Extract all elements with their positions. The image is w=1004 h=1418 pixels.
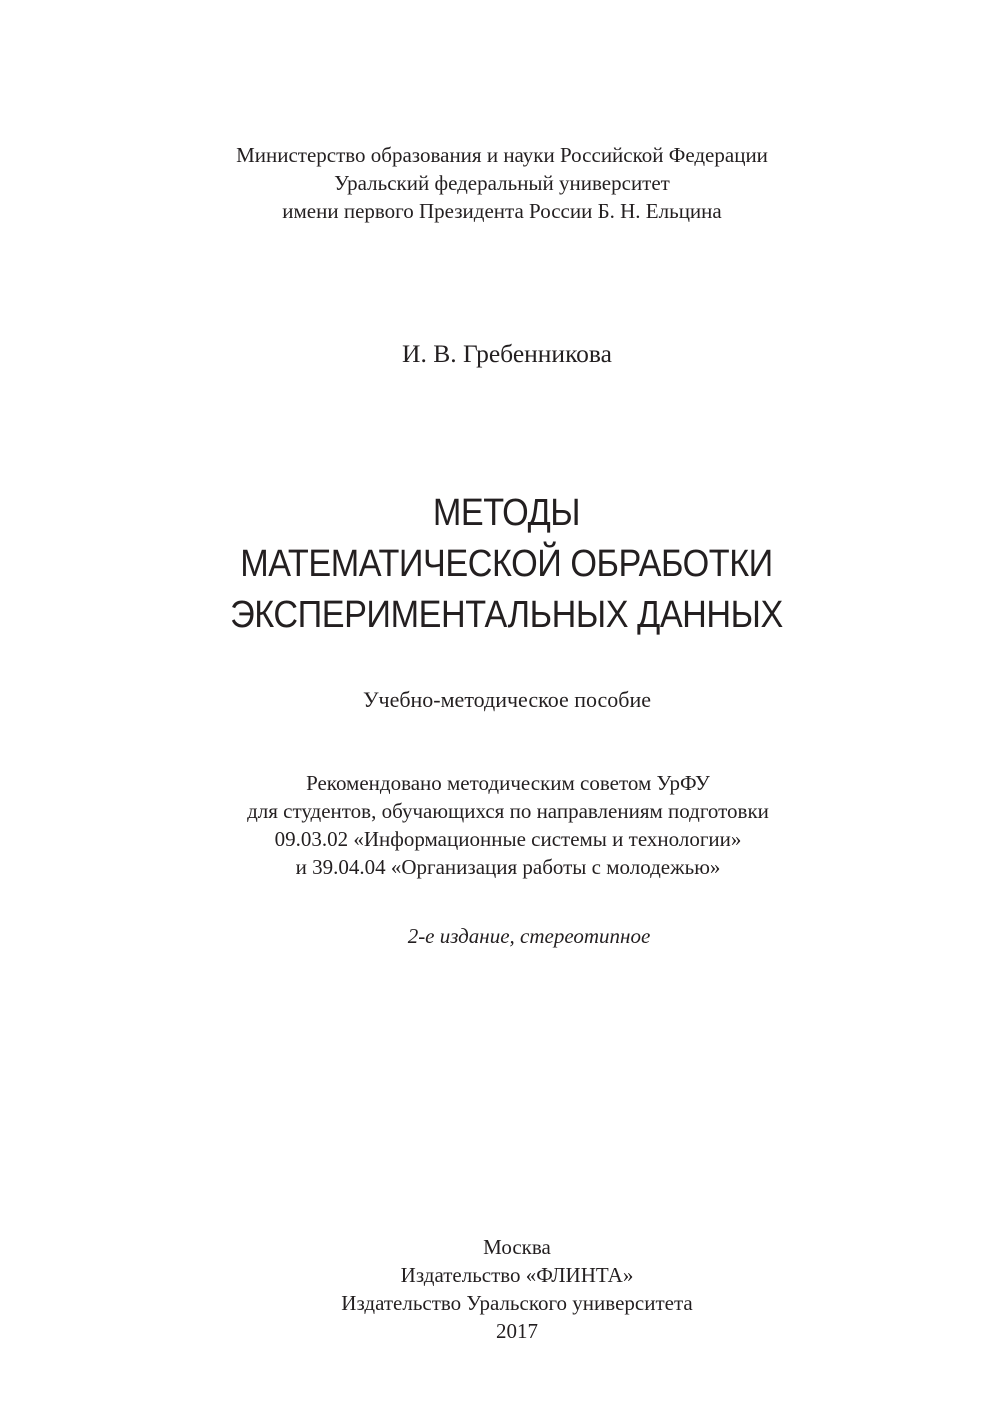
book-subtitle: Учебно-методическое пособие (362, 687, 652, 712)
recommendation-line-4: и 39.04.04 «Организация работы с молодежью» (295, 855, 721, 879)
imprint (0, 1233, 1004, 1345)
title-line-1: МЕТОДЫ (432, 492, 581, 534)
institution-header (0, 141, 1004, 225)
imprint-publisher-1: Издательство «ФЛИНТА» (400, 1263, 634, 1287)
imprint-publisher-2: Издательство Уральского университета (341, 1291, 693, 1315)
recommendation-line-2: для студентов, обучающихся по направлениям подготовки (247, 799, 769, 823)
recommendation-note (0, 769, 1004, 881)
imprint-year: 2017 (496, 1319, 538, 1343)
ministry-line: Министерство образования и науки Российской Федерации (236, 143, 768, 167)
book-title (50, 488, 954, 641)
recommendation-line-3: 09.03.02 «Информационные системы и технологии» (274, 827, 742, 851)
title-line-2: МАТЕМАТИЧЕСКОЙ ОБРАБОТКИ (240, 543, 773, 585)
imprint-city: Москва (483, 1235, 551, 1259)
edition-note: 2-е издание, стереотипное (407, 924, 651, 948)
university-name-line: имени первого Президента России Б. Н. Ельцина (282, 199, 722, 223)
university-line: Уральский федеральный университет (334, 171, 670, 195)
title-line-3: ЭКСПЕРИМЕНТАЛЬНЫХ ДАННЫХ (230, 594, 783, 636)
recommendation-line-1: Рекомендовано методическим советом УрФУ (306, 771, 710, 795)
author-name: И. В. Гребенникова (402, 339, 612, 368)
